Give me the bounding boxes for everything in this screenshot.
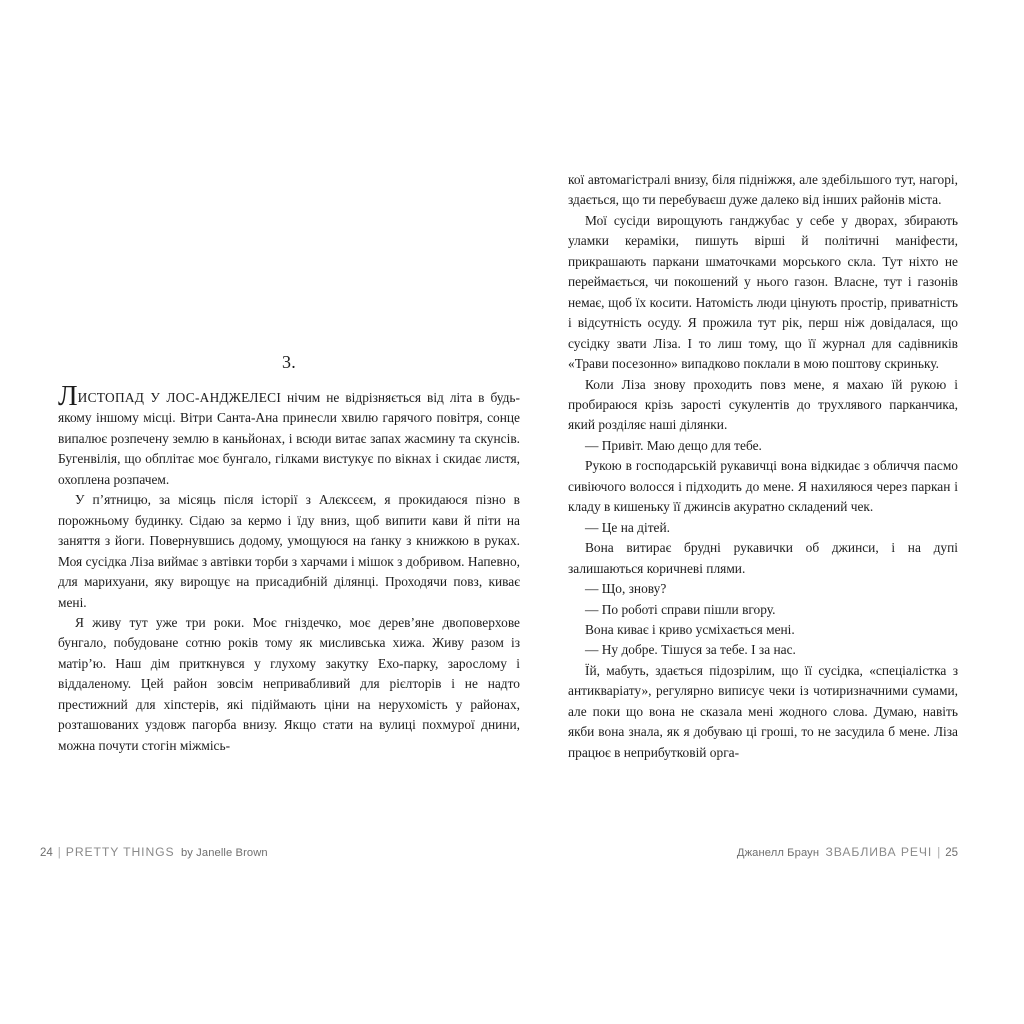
- opening-paragraph: [58, 380, 520, 490]
- right-page-textblock: [568, 170, 958, 763]
- paragraph: Я живу тут уже три роки. Моє гніздечко, моє дерев’яне двоповерхове бунгало, побудоване сотню років тому як мисливська хижа. Живу разом із матір’ю. Наш дім приткнувся у глухому закутку Ехо-парку, зарослому і віддаленому. Цей район зовсім непривабливий для рієлторів і не надто престижний для хіпстерів, які підіймають ціни на нерухомість у районах, розташованих уздовж пагорба внизу. Якщо стати на вулиці похмурої днини, можна почути стогін міжмісь-: [58, 614, 520, 753]
- paragraph: Рукою в господарській рукавичці вона відкидає з обличчя пасмо сивіючого волосся і підходить до мене. Я нахиляюся через паркан і кладу в кишеньку її джинсів акуратно складений чек.: [568, 458, 958, 515]
- chapter-number: 3.: [282, 352, 296, 372]
- dialogue-line: — Що, знову?: [585, 581, 667, 597]
- paragraph: Вона киває і криво усміхається мені.: [585, 621, 795, 637]
- opening-smallcaps: ИСТОПАД У ЛОС-АНДЖЕЛЕСІ: [77, 390, 282, 405]
- drop-cap-initial: Л: [58, 380, 78, 412]
- left-page-footer: [40, 845, 268, 859]
- dialogue-line: — Привіт. Маю дещо для тебе.: [585, 437, 762, 453]
- dialogue-line: — По роботі справи пішли вгору.: [585, 601, 776, 617]
- footer-separator: |: [937, 847, 941, 859]
- paragraph: кої автомагістралі внизу, біля підніжжя, але здебільшого тут, нагорі, здається, що ти перебуваєш дуже далеко від інших районів міста.: [568, 172, 958, 208]
- right-page-footer: [737, 845, 958, 859]
- right-page: [568, 170, 958, 870]
- paragraph: У п’ятницю, за місяць після історії з Алєксєєм, я прокидаюся пізно в порожньому будинку. Сідаю за кермо і їду вниз, щоб випити кави й піти на заняття з йоги. Повернувшись додому, умощуюся на ґанку з книжкою в руках. Моя сусідка Ліза виймає з автівки торби з харчами і мішок з добривом. Напевно, для марихуани, яку вирощує на присадибній ділянці. Проходячи повз, киває мені.: [58, 492, 520, 610]
- paragraph: Мої сусіди вирощують ганджубас у себе у дворах, збирають уламки кераміки, пишуть вірші й політичні маніфести, прикрашають паркани шматочками морського скла. Тут ніхто не переймається, чи покошений у нього газон. Власне, тут і газонів немає, щоб їх косити. Натомість люди цінують простір, приватність і відсутність осуду. Я прожила тут рік, перш ніж довідалася, що сусідку звати Ліза. І то лиш тому, що її журнал для садівників «Трави посезонно» випадково поклали в мою поштову скриньку.: [568, 212, 958, 372]
- folio-number: 25: [945, 847, 958, 859]
- paragraph: Вона витирає брудні рукавички об джинси, і на дупі залишаються коричневі плями.: [568, 540, 958, 576]
- paragraph: Коли Ліза знову проходить повз мене, я махаю їй рукою і пробираюся крізь зарості сукулентів до трухлявого парканчика, який розділяє наші ділянки.: [568, 376, 958, 433]
- left-page-textblock: [58, 380, 520, 756]
- dialogue-line: — Це на дітей.: [585, 519, 670, 535]
- footer-book-title: PRETTY THINGS: [65, 845, 175, 859]
- folio-number: 24: [40, 847, 53, 859]
- paragraph: Їй, мабуть, здається підозрілим, що її сусідка, «спеціалістка з антикваріату», регулярно виписує чеки із чотиризначними сумами, але поки що вона не сказала мені жодного слова. Думаю, навіть якби вона знала, як я добуваю ці гроші, то не засудила б мене. Ліза працює в неприбутковій орга-: [568, 662, 958, 760]
- dialogue-line: — Ну добре. Тішуся за тебе. І за нас.: [585, 642, 796, 658]
- footer-byline: Джанелл Браун: [736, 847, 820, 859]
- opening-body: нічим не відрізняється від літа в будь-якому іншому місці. Вітри Санта-Ана принесли хвилю гарячого повітря, сонце випалює розпечену землю в каньйонах, і всюди витає запах жасмину та скунсів. Бугенвілія, що обплітає моє бунгало, гілками вистукує по вікнах і скидає листя, охоплена розпачем.: [58, 390, 520, 487]
- footer-byline: by Janelle Brown: [180, 847, 268, 859]
- footer-book-title: ЗВАБЛИВА РЕЧІ: [825, 845, 933, 859]
- left-page: [58, 170, 520, 870]
- footer-separator: |: [57, 847, 61, 859]
